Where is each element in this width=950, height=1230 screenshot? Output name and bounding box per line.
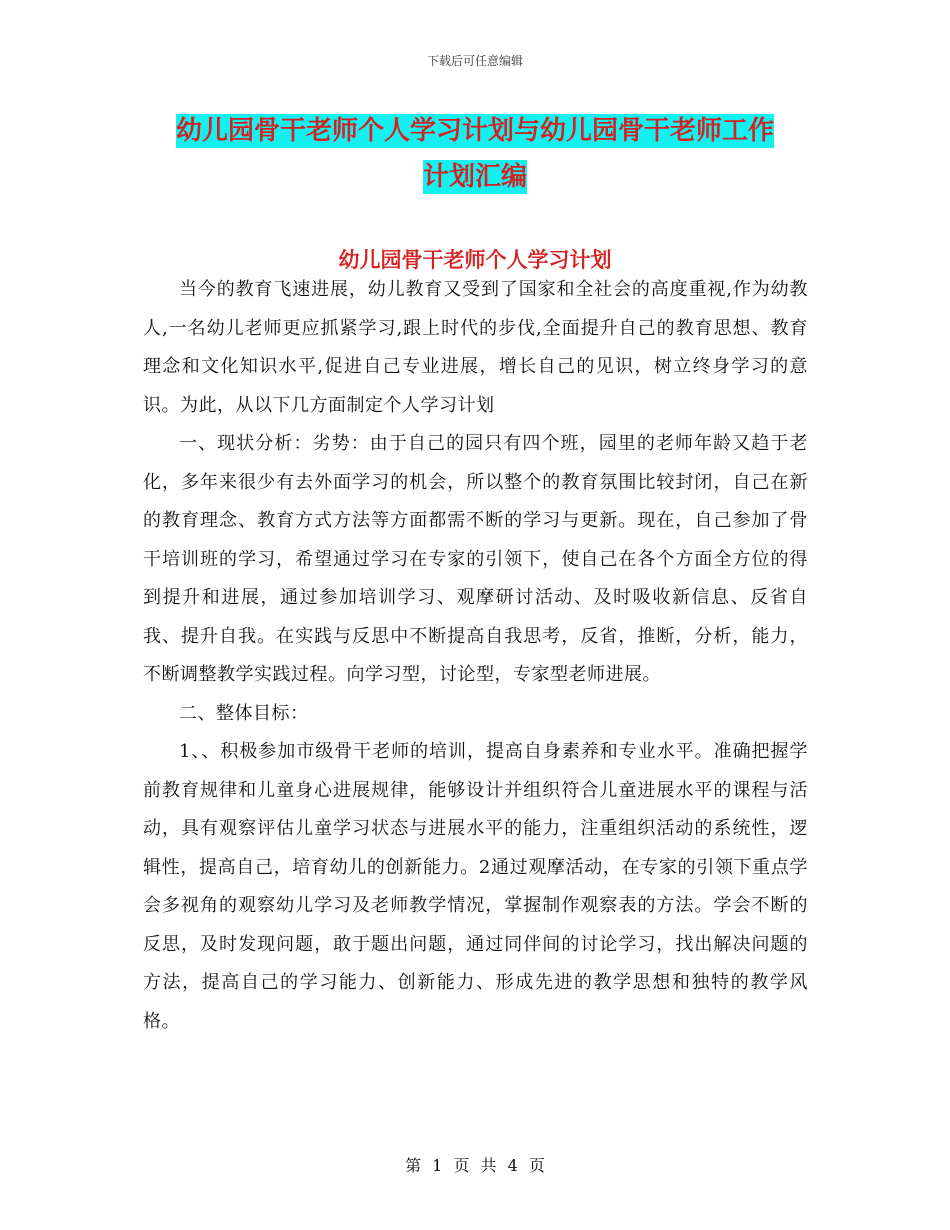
document-body bbox=[143, 271, 808, 1041]
paragraph-goal-details: 1、、积极参加市级骨干老师的培训，提高自身素养和专业水平。准确把握学前教育规律和儿童身心进展规律，能够设计并组织符合儿童进展水平的课程与活动，具有观察评估儿童学习状态与进展水平的能力，注重组织活动的系统性，逻辑性，提高自己，培育幼儿的创新能力。2通过观摩活动，在专家的引领下重点学会多视角的观察幼儿学习及老师教学情况，掌握制作观察表的方法。学会不断的反思，及时发现问题，敢于题出问题，通过同伴间的讨论学习，找出解决问题的方法，提高自己的学习能力、创新能力、形成先进的教学思想和独特的教学风格。 bbox=[143, 741, 808, 1032]
paragraph-status-analysis: 一、现状分析：劣势：由于自己的园只有四个班，园里的老师年龄又趋于老化，多年来很少有去外面学习的机会，所以整个的教育氛围比较封闭，自己在新的教育理念、教育方式方法等方面都需不断的学习与更新。现在，自己参加了骨干培训班的学习，希望通过学习在专家的引领下，使自己在各个方面全方位的得到提升和进展，通过参加培训学习、观摩研讨活动、及时吸收新信息、反省自我、提升自我。在实践与反思中不断提高自我思考，反省，推断，分析，能力，不断调整教学实践过程。向学习型，讨论型，专家型老师进展。 bbox=[143, 433, 808, 685]
section-title: 幼儿园骨干老师个人学习计划 bbox=[338, 248, 612, 272]
header-note: 下载后可任意编辑 bbox=[426, 54, 523, 68]
document-title bbox=[150, 108, 800, 200]
page-number-footer: 第 1 页 共 4 页 bbox=[405, 1156, 545, 1175]
document-title-line2: 计划汇编 bbox=[422, 162, 527, 192]
paragraph-overall-goal-heading: 二、整体目标： bbox=[179, 702, 309, 724]
paragraph-intro: 当今的教育飞速进展，幼儿教育又受到了国家和全社会的高度重视,作为幼教人,一名幼儿老师更应抓紧学习,跟上时代的步伐,全面提升自己的教育思想、教育理念和文化知识水平,促进自己专业进展，增长自己的见识，树立终身学习的意识。为此，从以下几方面制定个人学习计划 bbox=[143, 279, 808, 416]
document-title-line1: 幼儿园骨干老师个人学习计划与幼儿园骨干老师工作 bbox=[175, 116, 774, 146]
